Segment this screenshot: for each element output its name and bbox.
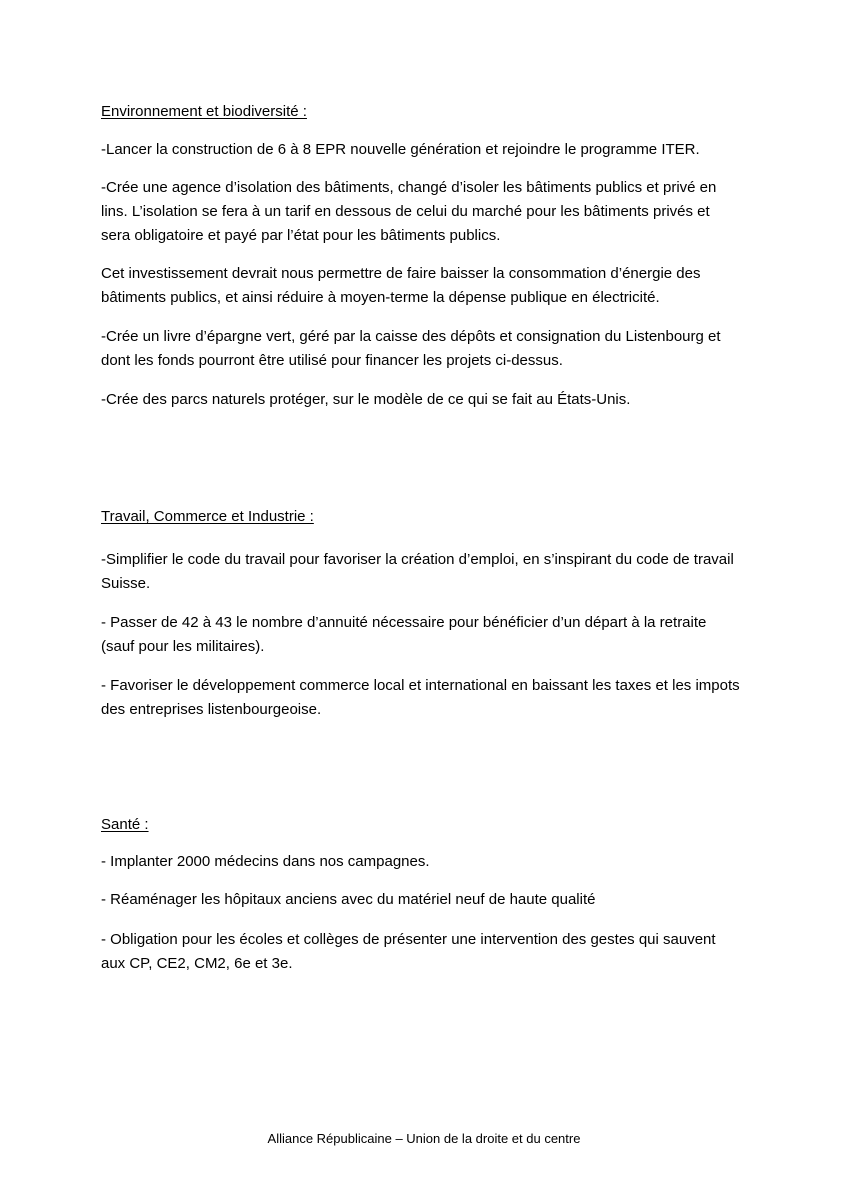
paragraph: - Passer de 42 à 43 le nombre d’annuité nécessaire pour bénéficier d’un départ à la retraite (sauf pour les militaires). bbox=[101, 614, 707, 655]
section-heading-sante: Santé : bbox=[101, 816, 149, 833]
section-heading-environnement: Environnement et biodiversité : bbox=[101, 103, 307, 120]
paragraph: - Réaménager les hôpitaux anciens avec du matériel neuf de haute qualité bbox=[101, 891, 596, 908]
paragraph: - Implanter 2000 médecins dans nos campagnes. bbox=[101, 853, 430, 870]
page-footer: Alliance Républicaine – Union de la droite et du centre bbox=[267, 1131, 581, 1146]
section-heading-travail: Travail, Commerce et Industrie : bbox=[101, 508, 314, 525]
paragraph: -Crée une agence d’isolation des bâtiments, changé d’isoler les bâtiments publics et privé en lins. L’isolation se fera à un tarif en dessous de celui du marché pour les bâtiments privés et sera obligatoire et payé par l’état pour les bâtiments publics. bbox=[101, 179, 717, 244]
paragraph: -Crée un livre d’épargne vert, géré par la caisse des dépôts et consignation du Listenbourg et dont les fonds pourront être utilisé pour financer les projets ci-dessus. bbox=[101, 328, 721, 369]
paragraph: - Favoriser le développement commerce local et international en baissant les taxes et les impots des entreprises listenbourgeoise. bbox=[101, 677, 740, 718]
paragraph: Cet investissement devrait nous permettre de faire baisser la consommation d’énergie des bâtiments publics, et ainsi réduire à moyen-terme la dépense publique en électricité. bbox=[101, 265, 701, 306]
paragraph: - Obligation pour les écoles et collèges de présenter une intervention des gestes qui sauvent aux CP, CE2, CM2, 6e et 3e. bbox=[101, 931, 716, 972]
paragraph: -Simplifier le code du travail pour favoriser la création d’emploi, en s’inspirant du code de travail Suisse. bbox=[101, 551, 734, 592]
paragraph: -Crée des parcs naturels protéger, sur le modèle de ce qui se fait au États-Unis. bbox=[101, 391, 631, 408]
paragraph: -Lancer la construction de 6 à 8 EPR nouvelle génération et rejoindre le programme ITER. bbox=[101, 141, 700, 158]
